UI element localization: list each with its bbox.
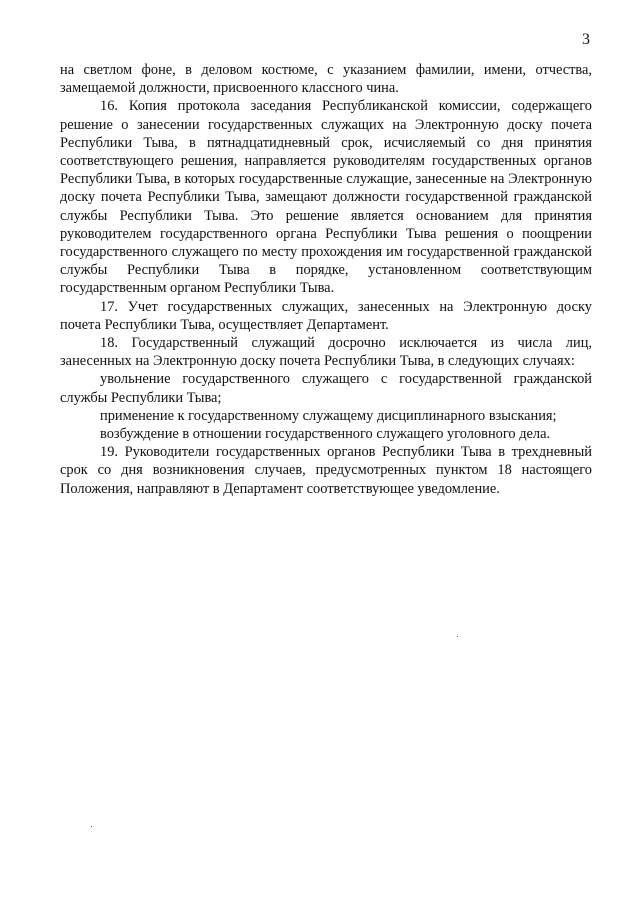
- scan-speck: [91, 826, 92, 827]
- case-disciplinary-action: применение к государственному служащему дисциплинарного взыскания;: [100, 407, 557, 424]
- case-criminal-case: возбуждение в отношении государственного служащего уголовного дела.: [100, 426, 551, 443]
- paragraph-19: 19. Руководители государственных органов Республики Тыва в трехдневный срок со дня возникновения случаев, предусмотренных пунктом 18 настоящего Положения, направляют в Департамент соответствующее уведомление.: [60, 444, 592, 497]
- paragraph-16: 16. Копия протокола заседания Республиканской комиссии, содержащего решение о занесении государственных служащих на Электронную доску почета Республики Тыва, в пятнадцатидневный срок, исчисляемый со дня принятия соответствующего решения, направляется руководителям государственных органов Республики Тыва, в которых государственные служащие, занесенные на Электронную доску почета Республики Тыва, замещают должности государственной гражданской службы Республики Тыва. Это решение является основанием для принятия руководителем государственного органа Республики Тыва решения о поощрении государственного служащего по месту прохождения им государственной гражданской службы Республики Тыва в порядке, установленном соответствующим государственным органом Республики Тыва.: [60, 98, 592, 297]
- paragraph-continuation: на светлом фоне, в деловом костюме, с указанием фамилии, имени, отчества, замещаемой должности, присвоенного классного чина.: [60, 62, 592, 97]
- case-dismissal: увольнение государственного служащего с государственной гражданской службы Республики Тыва;: [60, 371, 592, 406]
- page-number: 3: [582, 31, 590, 48]
- paragraph-17: 17. Учет государственных служащих, занесенных на Электронную доску почета Республики Тыва, осуществляет Департамент.: [60, 298, 592, 333]
- document-body: [60, 61, 592, 498]
- scan-speck: [457, 636, 458, 637]
- paragraph-18: 18. Государственный служащий досрочно исключается из числа лиц, занесенных на Электронную доску почета Республики Тыва, в следующих случаях:: [60, 335, 592, 370]
